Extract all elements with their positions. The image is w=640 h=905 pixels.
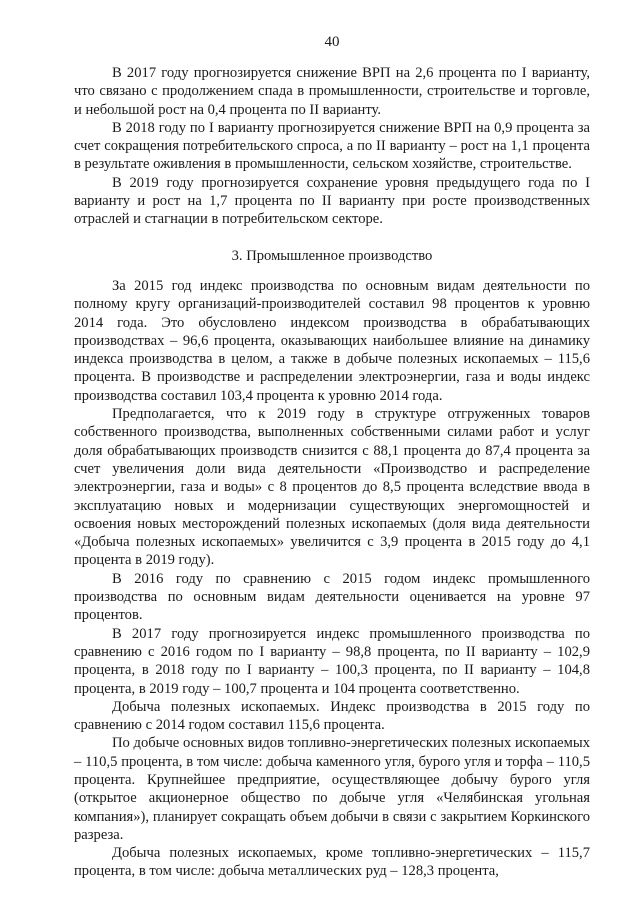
paragraph-index-2016: В 2016 году по сравнению с 2015 годом индекс промышленного производства по основным видам деятельности оценивается на уровне 97 процентов. [74, 570, 590, 624]
document-body [74, 64, 590, 881]
paragraph-index-forecast: В 2017 году прогнозируется индекс промышленного производства по сравнению с 2016 годом по I варианту – 98,8 процента, по II варианту – 102,9 процента, в 2018 году по I варианту – 100,3 процента, по II варианту – 104,8 процента, в 2019 году – 100,7 процента и 104 процента соответственно. [74, 625, 590, 697]
paragraph-fuel-mining: По добыче основных видов топливно-энергетических полезных ископаемых – 110,5 процента, в том числе: добыча каменного угля, бурого угля и торфа – 110,5 процента. Крупнейшее предприятие, осуществляющее добычу бурого угля (открытое акционерное общество по добыче угля «Челябинская угольная компания»), планирует сокращать объем добычи в связи с закрытием Коркинского разреза. [74, 735, 590, 843]
paragraph-index-2015: За 2015 год индекс производства по основным видам деятельности по полному кругу организаций-производителей составил 98 процентов к уровню 2014 года. Это обусловлено индексом производства в обрабатывающих производствах – 96,6 процента, оказывающих наибольшее влияние на динамику индекса производства в целом, а также в добыче полезных ископаемых – 115,6 процента. В производстве и распределении электроэнергии, газа и воды индекс производства составил 103,4 процента к уровню 2014 года. [74, 277, 590, 404]
paragraph-vrp-2017: В 2017 году прогнозируется снижение ВРП на 2,6 процента по I варианту, что связано с продолжением спада в промышленности, строительстве и торговле, и небольшой рост на 0,4 процента по II варианту. [74, 65, 590, 118]
paragraph-vrp-2018: В 2018 году по I варианту прогнозируется снижение ВРП на 0,9 процента за счет сокращения потребительского спроса, а по II варианту – рост на 1,1 процента в результате оживления в промышленности, сельском хозяйстве, строительстве. [74, 119, 590, 173]
section-heading: 3. Промышленное производство [231, 247, 433, 264]
paragraph-vrp-2019: В 2019 году прогнозируется сохранение уровня предыдущего года по I варианту и рост на 1,7 процента по II варианту при росте производственных отраслей и стагнации в потребительском секторе. [74, 174, 590, 228]
paragraph-structure-forecast: Предполагается, что к 2019 году в структуре отгруженных товаров собственного производства, выполненных собственными силами работ и услуг доля обрабатывающих производств снизится с 88,1 процента до 87,4 процента за счет увеличения доли вида деятельности «Производство и распределение электроэнергии, газа и воды» с 8 процентов до 8,5 процента вследствие ввода в эксплуатацию новых и модернизации существующих энергомощностей и освоения новых месторождений полезных ископаемых (доля вида деятельности «Добыча полезных ископаемых» увеличится с 3,9 процента в 2015 году до 4,1 процента в 2019 году). [74, 406, 590, 569]
paragraph-other-mining: Добыча полезных ископаемых, кроме топливно-энергетических – 115,7 процента, в том числе: добыча металлических руд – 128,3 процента, [74, 845, 590, 880]
paragraph-mining-index: Добыча полезных ископаемых. Индекс производства в 2015 году по сравнению с 2014 годом составил 115,6 процента. [74, 698, 590, 734]
page-number: 40 [324, 34, 340, 50]
